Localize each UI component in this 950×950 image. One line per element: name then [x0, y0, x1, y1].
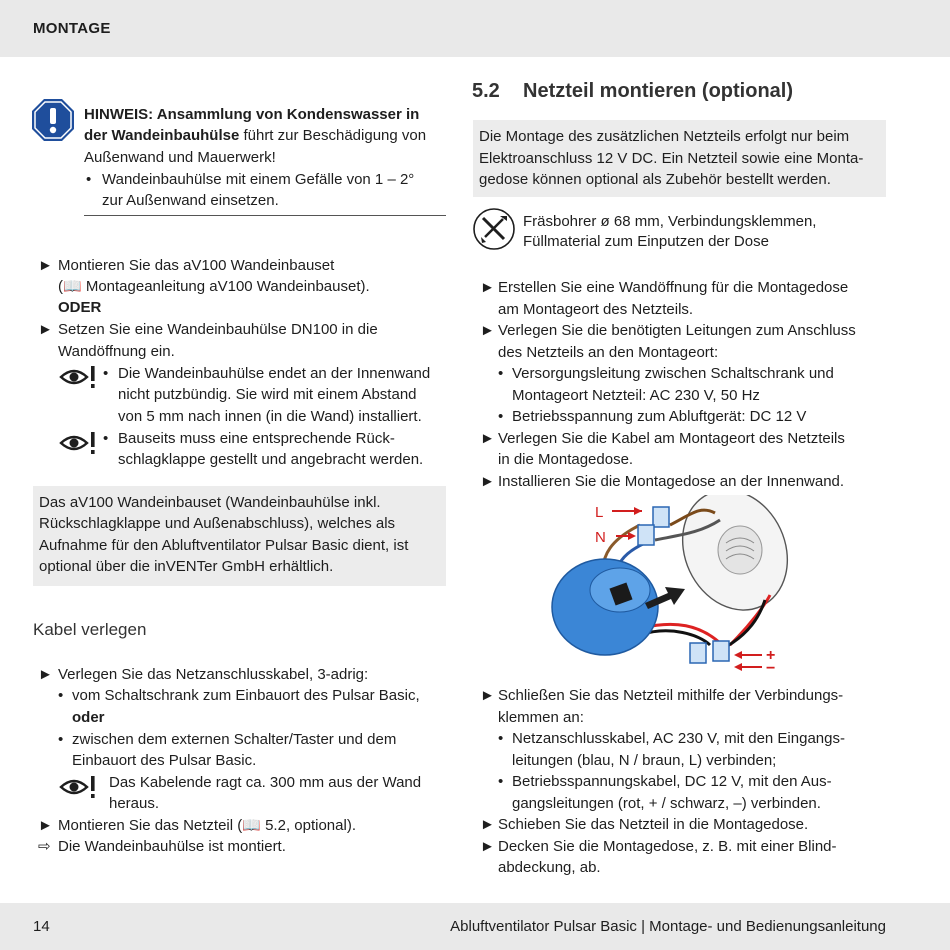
- label-L: L: [595, 504, 604, 521]
- step-text: klemmen an:: [498, 708, 584, 726]
- info-2-line-1: Bauseits muss eine entsprechende Rück-: [118, 430, 395, 447]
- label-minus: −: [766, 660, 776, 677]
- notice-bullet-mark: •: [86, 171, 92, 188]
- info-bullet-mark: •: [103, 430, 109, 447]
- step-arrow: ►: [480, 279, 495, 296]
- section-heading: Kabel verlegen: [33, 620, 147, 639]
- label-plus: +: [766, 647, 776, 664]
- step-text: des Netzteils an den Montageort:: [498, 343, 719, 361]
- info-2-line-2: schlagklappe gestellt und angebracht werden.: [118, 451, 424, 468]
- label-N: N: [595, 529, 606, 546]
- step-arrow: ►: [38, 666, 53, 683]
- section-title: MONTAGE: [33, 20, 111, 37]
- box-line-3: gedose können optional als Zubehör bestellt werden.: [479, 171, 831, 188]
- info-box-line-3: Aufnahme für den Abluftventilator Pulsar Basic dient, ist: [39, 537, 409, 554]
- step-arrow: ►: [480, 322, 495, 339]
- power-supply-diagram: [550, 495, 800, 680]
- info-1-line-3: von 5 mm nach innen (in die Wand) installiert.: [118, 408, 422, 425]
- step-arrow: ►: [480, 429, 495, 447]
- cable-step-2: Montieren Sie das Netzteil (📖 5.2, optional).: [58, 817, 356, 834]
- step-text: Verlegen Sie die Kabel am Montageort des Netzteils: [498, 429, 845, 447]
- step-text: Erstellen Sie eine Wandöffnung für die Montagedose: [498, 279, 849, 296]
- step-text: Schließen Sie das Netzteil mithilfe der Verbindungs-: [498, 687, 844, 704]
- cable-bullet-1: vom Schaltschrank zum Einbauort des Pulsar Basic,: [72, 687, 420, 704]
- tools-line-1: Fräsbohrer ø 68 mm, Verbindungsklemmen,: [523, 213, 817, 230]
- eye-icon: [59, 430, 99, 456]
- step-text: Schieben Sie das Netzteil in die Montagedose.: [498, 816, 809, 833]
- info-box-line-4: optional über die inVENTer GmbH erhältlich.: [39, 558, 334, 575]
- notice-bullet-2: zur Außenwand einsetzen.: [102, 192, 279, 209]
- step-text: abdeckung, ab.: [498, 859, 601, 876]
- cable-info-b: heraus.: [109, 795, 160, 812]
- step-arrow: ►: [480, 472, 495, 490]
- step-text: Installieren Sie die Montagedose an der Innenwand.: [498, 472, 845, 490]
- step-text: am Montageort des Netzteils.: [498, 300, 694, 318]
- cable-result: Die Wandeinbauhülse ist montiert.: [58, 838, 286, 855]
- cable-oder: oder: [72, 709, 105, 726]
- cable-bullet-2b: Einbauort des Pulsar Basic.: [72, 752, 257, 769]
- tools-icon: [472, 207, 516, 251]
- eye-icon: [59, 774, 99, 800]
- bullet-mark: •: [498, 773, 504, 790]
- notice-line-2: der Wandeinbauhülse führt zur Beschädigung von: [84, 127, 427, 144]
- bullet-text: leitungen (blau, N / braun, L) verbinden;: [512, 751, 777, 769]
- step-arrow: ►: [38, 257, 53, 274]
- info-1-line-1: Die Wandeinbauhülse endet an der Innenwand: [118, 365, 431, 382]
- notice-icon: [31, 98, 75, 142]
- info-box-line-1: Das aV100 Wandeinbauset (Wandeinbauhülse inkl.: [39, 494, 381, 511]
- bullet-text: gangsleitungen (rot, + / schwarz, –) verbinden.: [512, 794, 821, 812]
- step-1-ref: (📖 Montageanleitung aV100 Wandeinbauset).: [58, 278, 370, 295]
- heading-number: 5.2: [472, 80, 500, 102]
- bullet-mark: •: [58, 731, 64, 748]
- bullet-mark: •: [58, 687, 64, 704]
- tools-line-2: Füllmaterial zum Einputzen der Dose: [523, 233, 769, 250]
- step-arrow: ►: [38, 321, 53, 338]
- step-2-cont: Wandöffnung ein.: [58, 343, 175, 360]
- info-box-line-2: Rückschlagklappe und Außenabschluss), welches als: [39, 515, 396, 532]
- step-arrow: ►: [480, 837, 495, 855]
- heading-text: Netzteil montieren (optional): [523, 80, 793, 102]
- bullet-text: Betriebsspannungskabel, DC 12 V, mit den Aus-: [512, 773, 832, 790]
- document-title: Abluftventilator Pulsar Basic | Montage- und Bedienungsanleitung: [450, 918, 886, 935]
- step-arrow: ►: [480, 816, 495, 833]
- step-arrow: ►: [480, 687, 495, 704]
- bullet-text: Montageort Netzteil: AC 230 V, 50 Hz: [512, 386, 760, 404]
- bullet-mark: •: [498, 730, 504, 747]
- notice-bullet-1: Wandeinbauhülse mit einem Gefälle von 1 – 2°: [102, 171, 415, 188]
- bullet-text: Netzanschlusskabel, AC 230 V, mit den Eingangs-: [512, 730, 845, 747]
- step-text: Decken Sie die Montagedose, z. B. mit einer Blind-: [498, 837, 837, 855]
- cable-bullet-2a: zwischen dem externen Schalter/Taster und dem: [72, 731, 397, 748]
- step-text: Verlegen Sie die benötigten Leitungen zum Anschluss: [498, 322, 856, 339]
- info-bullet-mark: •: [103, 365, 109, 382]
- cable-step-1: Verlegen Sie das Netzanschlusskabel, 3-adrig:: [58, 666, 369, 683]
- step-oder: ODER: [58, 299, 102, 316]
- page-number: 14: [33, 918, 50, 935]
- notice-bold-1: HINWEIS: Ansammlung von Kondenswasser in: [84, 106, 420, 123]
- notice-line-3: Außenwand und Mauerwerk!: [84, 149, 276, 166]
- page-header: [0, 0, 950, 57]
- bullet-mark: •: [498, 408, 504, 425]
- box-line-1: Die Montage des zusätzlichen Netzteils erfolgt nur beim: [479, 128, 850, 145]
- box-line-2: Elektroanschluss 12 V DC. Ein Netzteil sowie eine Monta-: [479, 150, 864, 167]
- bullet-text: Betriebsspannung zum Abluftgerät: DC 12 V: [512, 408, 807, 425]
- result-arrow: ⇨: [38, 838, 51, 855]
- bullet-text: Versorgungsleitung zwischen Schaltschrank und: [512, 365, 834, 382]
- step-text: in die Montagedose.: [498, 451, 634, 468]
- info-1-line-2: nicht putzbündig. Sie wird mit einem Abstand: [118, 386, 417, 403]
- notice-rule: [84, 215, 446, 216]
- bullet-mark: •: [498, 365, 504, 382]
- cable-info-a: Das Kabelende ragt ca. 300 mm aus der Wand: [109, 774, 422, 791]
- eye-icon: [59, 364, 99, 390]
- step-arrow: ►: [38, 817, 53, 834]
- step-1: Montieren Sie das aV100 Wandeinbauset: [58, 257, 335, 274]
- step-2: Setzen Sie eine Wandeinbauhülse DN100 in die: [58, 321, 378, 338]
